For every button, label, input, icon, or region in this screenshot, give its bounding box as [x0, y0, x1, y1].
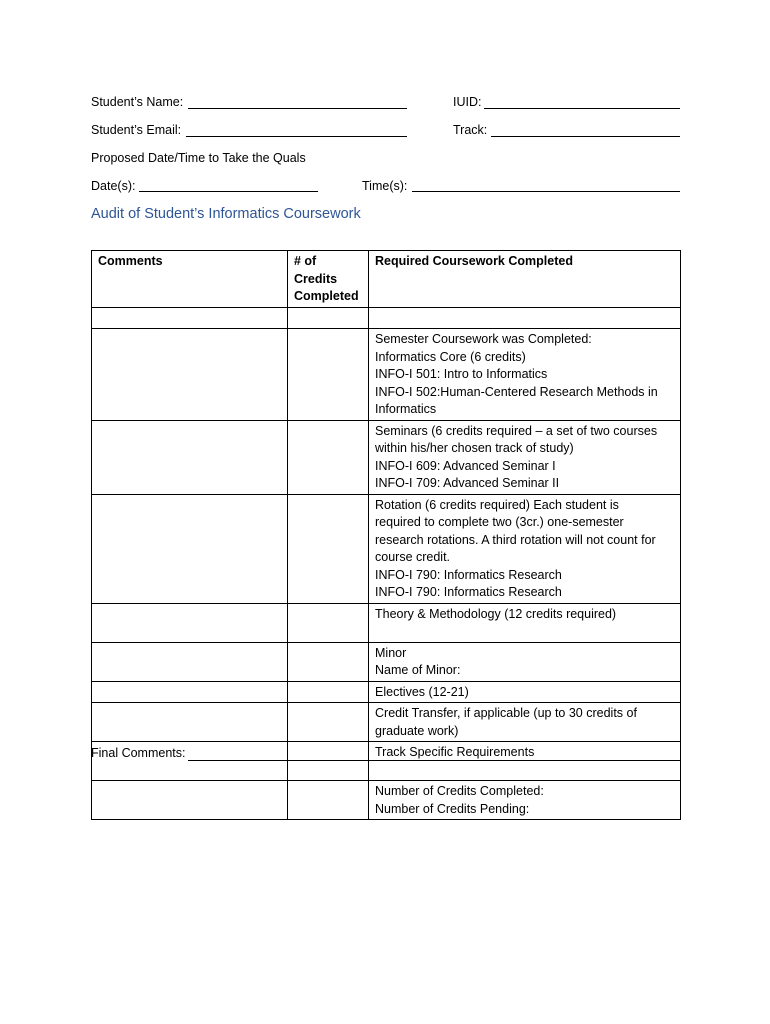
comments-cell[interactable] — [92, 420, 288, 494]
credits-header-line1: # of Credits — [294, 254, 338, 286]
comments-cell[interactable] — [92, 603, 288, 642]
table-row — [92, 603, 681, 642]
credits-cell[interactable] — [288, 494, 369, 603]
comments-cell[interactable] — [92, 703, 288, 742]
required-coursework-cell — [369, 494, 681, 603]
coursework-line: Seminars (6 credits required – a set of two courses — [375, 423, 658, 438]
table-row — [92, 642, 681, 681]
credits-cell[interactable] — [288, 642, 369, 681]
coursework-line: Theory & Methodology (12 credits required) — [375, 606, 617, 621]
comments-header: Comments — [92, 251, 288, 308]
coursework-line: Track Specific Requirements — [375, 745, 535, 759]
required-coursework-cell — [369, 603, 681, 642]
required-coursework-cell — [369, 681, 681, 703]
final-comments-label: Final Comments: — [91, 746, 186, 760]
coursework-line: graduate work) — [375, 723, 459, 738]
dates-label: Date(s): — [91, 179, 136, 193]
iuid-field[interactable] — [484, 108, 680, 109]
credits-cell[interactable] — [288, 781, 369, 820]
coursework-line: INFO-I 790: Informatics Research — [375, 567, 562, 582]
coursework-line: research rotations. A third rotation will not count for — [375, 532, 656, 547]
credits-cell[interactable] — [288, 681, 369, 703]
credits-cell[interactable] — [288, 703, 369, 742]
table-row — [92, 494, 681, 603]
dates-field[interactable] — [139, 191, 318, 192]
required-coursework-cell — [369, 781, 681, 820]
times-field[interactable] — [412, 191, 680, 192]
track-label: Track: — [453, 123, 488, 137]
coursework-line: required to complete two (3cr.) one-semester — [375, 515, 624, 529]
comments-cell[interactable] — [92, 494, 288, 603]
table-header-row — [92, 251, 681, 308]
track-field[interactable] — [491, 136, 680, 137]
coursework-line: Name of Minor: — [375, 663, 461, 677]
comments-cell[interactable] — [92, 681, 288, 703]
student-email-label: Student’s Email: — [91, 123, 182, 137]
times-label: Time(s): — [362, 179, 408, 193]
credits-cell[interactable] — [288, 307, 369, 329]
required-coursework-cell — [369, 307, 681, 329]
coursework-line: Informatics Core (6 credits) — [375, 349, 526, 364]
table-row — [92, 420, 681, 494]
credits-header — [288, 251, 369, 308]
required-coursework-cell — [369, 742, 681, 781]
student-name-label: Student’s Name: — [91, 95, 184, 109]
coursework-line: within his/her chosen track of study) — [375, 441, 574, 455]
table-row — [92, 307, 681, 329]
coursework-line: Credit Transfer, if applicable (up to 30 credits of — [375, 706, 637, 720]
comments-cell[interactable] — [92, 642, 288, 681]
coursework-line: INFO-I 790: Informatics Research — [375, 585, 562, 599]
coursework-line: Number of Credits Completed: — [375, 784, 544, 798]
coursework-line: INFO-I 709: Advanced Seminar II — [375, 476, 560, 490]
required-header: Required Coursework Completed — [369, 251, 681, 308]
coursework-line — [375, 762, 674, 780]
coursework-line: Electives (12-21) — [375, 684, 469, 699]
coursework-line: Semester Coursework was Completed: — [375, 332, 592, 346]
required-coursework-cell — [369, 420, 681, 494]
coursework-audit-table — [91, 250, 681, 820]
comments-cell[interactable] — [92, 781, 288, 820]
coursework-line: Minor — [375, 645, 407, 660]
coursework-line: Informatics — [375, 402, 437, 416]
coursework-line: Rotation (6 credits required) Each student is — [375, 497, 619, 512]
comments-cell[interactable] — [92, 329, 288, 421]
credits-cell[interactable] — [288, 603, 369, 642]
iuid-label: IUID: — [453, 95, 482, 109]
comments-cell[interactable] — [92, 307, 288, 329]
coursework-line: INFO-I 502:Human-Centered Research Methods in — [375, 384, 658, 399]
required-coursework-cell — [369, 329, 681, 421]
coursework-line: INFO-I 609: Advanced Seminar I — [375, 458, 556, 473]
credits-cell[interactable] — [288, 329, 369, 421]
credits-cell[interactable] — [288, 420, 369, 494]
required-coursework-cell — [369, 642, 681, 681]
final-comments-field[interactable] — [188, 760, 680, 761]
coursework-line — [375, 623, 674, 641]
student-email-field[interactable] — [186, 136, 407, 137]
table-row — [92, 681, 681, 703]
student-name-field[interactable] — [188, 108, 407, 109]
coursework-line: Number of Credits Pending: — [375, 801, 530, 816]
section-heading: Audit of Student’s Informatics Coursework — [91, 206, 361, 222]
credits-header-line2: Completed — [294, 289, 359, 303]
coursework-line: INFO-I 501: Intro to Informatics — [375, 367, 548, 381]
table-row — [92, 329, 681, 421]
credits-cell[interactable] — [288, 742, 369, 781]
required-coursework-cell — [369, 703, 681, 742]
coursework-line: course credit. — [375, 550, 451, 564]
proposed-datetime-label: Proposed Date/Time to Take the Quals — [91, 151, 306, 165]
table-row — [92, 781, 681, 820]
coursework-line — [375, 310, 674, 328]
table-row — [92, 703, 681, 742]
